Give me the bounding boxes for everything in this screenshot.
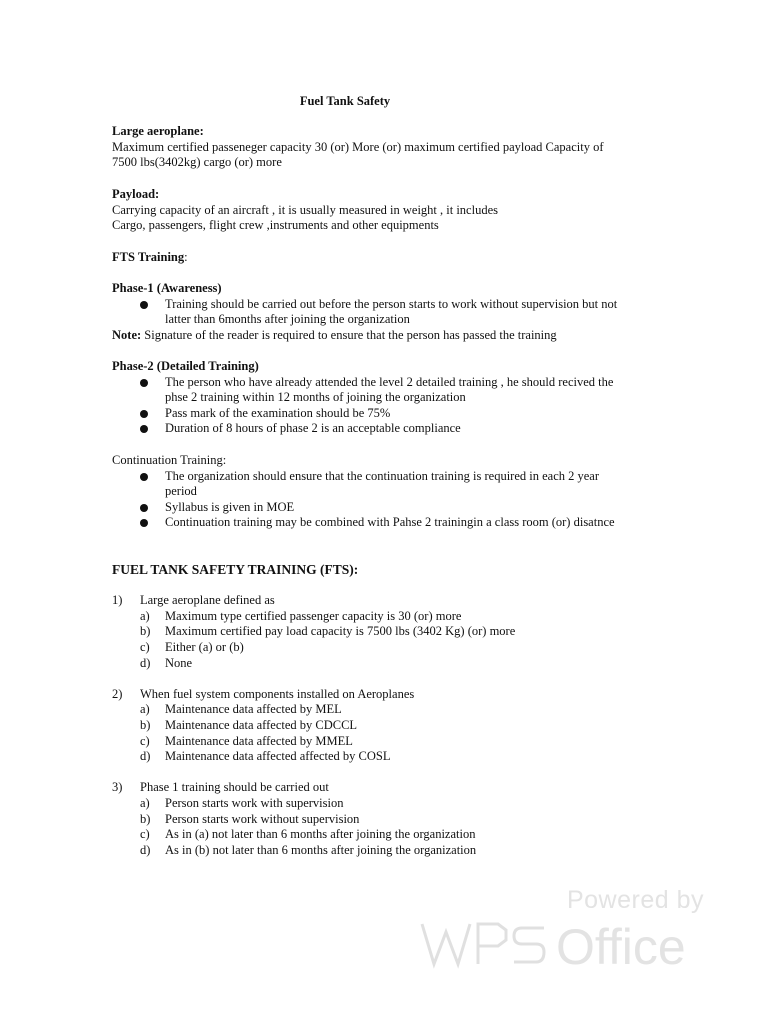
option-text: As in (b) not later than 6 months after joining the organization bbox=[165, 842, 477, 857]
svg-text:Office: Office bbox=[556, 919, 686, 970]
list-item-text: Duration of 8 hours of phase 2 is an acceptable compliance bbox=[165, 421, 461, 436]
large-aeroplane-line: 7500 lbs(3402kg) cargo (or) more bbox=[112, 155, 282, 170]
wps-office-watermark bbox=[418, 882, 718, 972]
list-item-text: latter than 6months after joining the organization bbox=[165, 312, 410, 327]
list-item-text: period bbox=[165, 484, 197, 499]
list-item-text: Training should be carried out before the person starts to work without supervision but not bbox=[165, 296, 618, 311]
list-item bbox=[112, 297, 652, 328]
answer-option bbox=[112, 702, 652, 718]
continuation-section bbox=[112, 453, 652, 531]
option-key: d) bbox=[140, 749, 151, 764]
payload-section bbox=[112, 187, 652, 234]
option-text: Maximum certified pay load capacity is 7500 lbs (3402 Kg) (or) more bbox=[165, 624, 516, 639]
option-key: a) bbox=[140, 795, 150, 810]
list-item bbox=[112, 375, 652, 406]
list-item bbox=[112, 421, 652, 437]
option-text: Maintenance data affected by MMEL bbox=[165, 733, 353, 748]
document-title: Fuel Tank Safety bbox=[299, 94, 391, 108]
list-item-text: Syllabus is given in MOE bbox=[165, 499, 295, 514]
question-number: 3) bbox=[112, 780, 123, 795]
watermark-powered-by: Powered by bbox=[566, 886, 704, 914]
answer-option bbox=[112, 843, 652, 859]
note bbox=[112, 328, 652, 344]
bullet-icon bbox=[140, 504, 148, 512]
payload-line: Carrying capacity of an aircraft , it is usually measured in weight , it includes bbox=[112, 202, 498, 217]
phase2-section bbox=[112, 359, 652, 437]
question-label: Phase 1 training should be carried out bbox=[140, 780, 329, 795]
option-text: Maintenance data affected by MEL bbox=[165, 702, 342, 717]
payload-line: Cargo, passengers, flight crew ,instruments and other equipments bbox=[112, 218, 439, 233]
quiz-section bbox=[112, 562, 652, 858]
answer-option bbox=[112, 796, 652, 812]
question-text bbox=[112, 593, 652, 609]
bullet-icon bbox=[140, 301, 148, 309]
question-text bbox=[112, 687, 652, 703]
list-item-text: Continuation training may be combined with Pahse 2 trainingin a class room (or) disatnce bbox=[165, 515, 615, 530]
bullet-icon bbox=[140, 425, 148, 433]
phase1-section bbox=[112, 281, 652, 343]
phase2-heading: Phase-2 (Detailed Training) bbox=[112, 359, 259, 373]
wps-logo-icon bbox=[418, 918, 708, 970]
option-key: c) bbox=[140, 827, 150, 842]
answer-option bbox=[112, 749, 652, 765]
answer-option bbox=[112, 734, 652, 750]
option-key: a) bbox=[140, 608, 150, 623]
large-aeroplane-heading: Large aeroplane: bbox=[112, 124, 204, 138]
question bbox=[112, 687, 652, 765]
option-key: b) bbox=[140, 717, 151, 732]
wps-office-logo bbox=[418, 918, 708, 973]
option-text: None bbox=[165, 655, 193, 670]
fts-training-heading: FTS Training bbox=[112, 250, 185, 264]
answer-option bbox=[112, 812, 652, 828]
note-label: Note: bbox=[112, 327, 142, 342]
bullet-icon bbox=[140, 519, 148, 527]
question-text bbox=[112, 780, 652, 796]
list-item-text: Pass mark of the examination should be 75% bbox=[165, 405, 391, 420]
fts-training-colon: : bbox=[184, 250, 188, 264]
question-number: 1) bbox=[112, 593, 123, 608]
bullet-icon bbox=[140, 379, 148, 387]
option-text: As in (a) not later than 6 months after joining the organization bbox=[165, 827, 476, 842]
answer-option bbox=[112, 609, 652, 625]
option-key: c) bbox=[140, 639, 150, 654]
bullet-icon bbox=[140, 473, 148, 481]
bullet-icon bbox=[140, 410, 148, 418]
option-key: c) bbox=[140, 733, 150, 748]
option-text: Person starts work without supervision bbox=[165, 811, 360, 826]
large-aeroplane-line: Maximum certified passeneger capacity 30 (or) More (or) maximum certified payload Capacity of bbox=[112, 139, 604, 154]
question bbox=[112, 780, 652, 858]
answer-option bbox=[112, 624, 652, 640]
option-key: b) bbox=[140, 624, 151, 639]
answer-option bbox=[112, 656, 652, 672]
list-item bbox=[112, 469, 652, 500]
list-item-text: phse 2 training within 12 months of joining the organization bbox=[165, 390, 466, 405]
question-label: Large aeroplane defined as bbox=[140, 593, 275, 608]
continuation-heading: Continuation Training: bbox=[112, 453, 227, 467]
option-text: Maintenance data affected affected by COSL bbox=[165, 749, 391, 764]
option-key: a) bbox=[140, 702, 150, 717]
question bbox=[112, 593, 652, 671]
option-text: Maximum type certified passenger capacity is 30 (or) more bbox=[165, 608, 462, 623]
list-item-text: The person who have already attended the level 2 detailed training , he should recived the bbox=[165, 374, 614, 389]
question-label: When fuel system components installed on Aeroplanes bbox=[140, 686, 415, 701]
option-text: Person starts work with supervision bbox=[165, 795, 344, 810]
answer-option bbox=[112, 827, 652, 843]
list-item bbox=[112, 406, 652, 422]
quiz-heading: FUEL TANK SAFETY TRAINING (FTS): bbox=[112, 562, 359, 577]
option-key: d) bbox=[140, 842, 151, 857]
question-number: 2) bbox=[112, 686, 123, 701]
option-text: Maintenance data affected by CDCCL bbox=[165, 717, 358, 732]
list-item bbox=[112, 515, 652, 531]
answer-option bbox=[112, 718, 652, 734]
large-aeroplane-section bbox=[112, 124, 652, 171]
note-text: Signature of the reader is required to ensure that the person has passed the training bbox=[141, 327, 557, 342]
fts-training-section bbox=[112, 250, 652, 266]
payload-heading: Payload: bbox=[112, 187, 160, 201]
phase1-heading: Phase-1 (Awareness) bbox=[112, 281, 222, 295]
option-key: b) bbox=[140, 811, 151, 826]
option-key: d) bbox=[140, 655, 151, 670]
list-item bbox=[112, 500, 652, 516]
answer-option bbox=[112, 640, 652, 656]
list-item-text: The organization should ensure that the continuation training is required in each 2 year bbox=[165, 468, 600, 483]
option-text: Either (a) or (b) bbox=[165, 639, 244, 654]
